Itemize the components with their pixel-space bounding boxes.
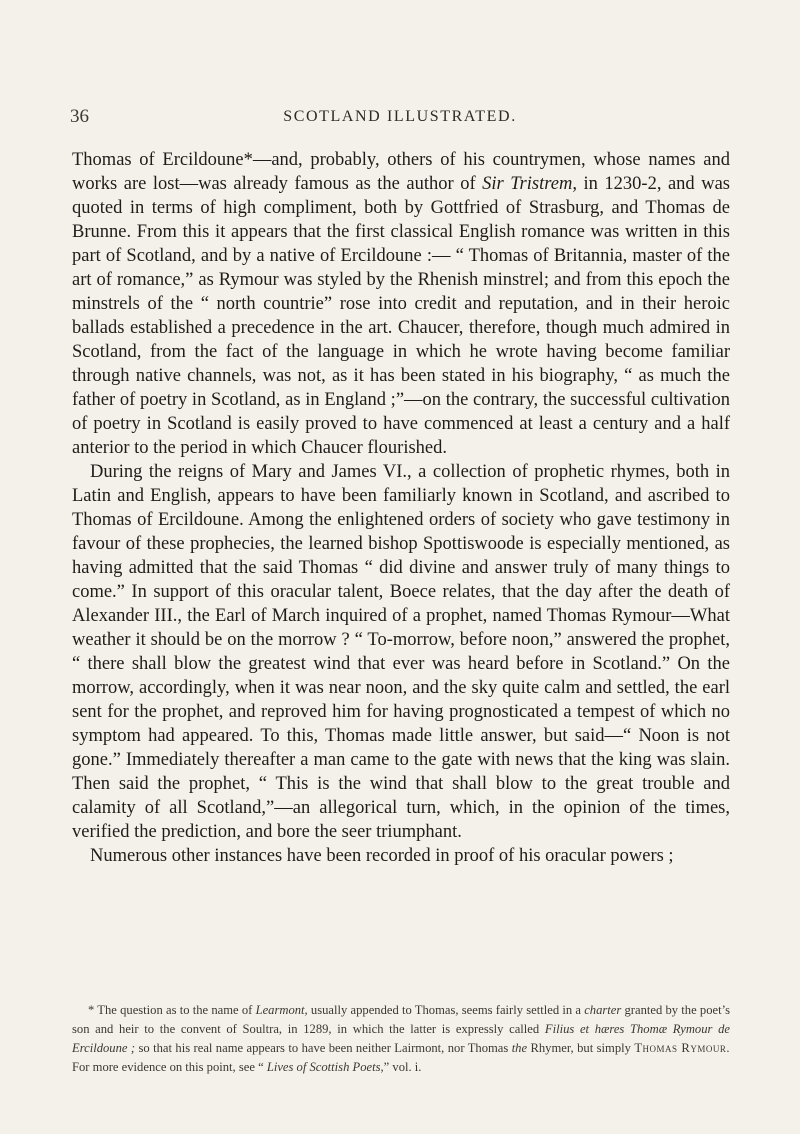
footnote [72,1001,730,1077]
footnote-part-h: the [511,1041,528,1055]
footnote-part-l: Lives of Scottish Poets, [266,1060,384,1074]
footnote-part-a: * The question as to the name of [88,1003,256,1017]
footnote-part-g: so that his real name appears to have been neither Lairmont, nor Thomas [135,1041,512,1055]
paragraph-1 [72,148,730,460]
footnote-text [72,1001,730,1077]
running-title: SCOTLAND ILLUSTRATED. [283,108,517,125]
body-text [72,148,730,868]
running-head [70,106,730,134]
paragraph-1-text-a: Thomas of Ercildoune*—and, probably, others of his countrymen, whose names and works are lost—was already famous as the author of [72,150,730,194]
paragraph-2: During the reigns of Mary and James VI., a collection of prophetic rhymes, both in Latin and English, appears to have been familiarly known in Scotland, and ascribed to Thomas of Ercildoune. Among the enlightened orders of society who gave testimony in favour of these prophecies, the learned bishop Spottiswoode is especially mentioned, as having admitted that the said Thomas “ did divine and answer truly of many things to come.” In support of this oracular talent, Boece relates, that the day after the death of Alexander III., the Earl of March inquired of a prophet, named Thomas Rymour—What weather it should be on the morrow ? “ To-morrow, before noon,” answered the prophet, “ there shall blow the greatest wind that ever was heard before in Scotland.” On the morrow, accordingly, when it was near noon, and the sky quite calm and settled, the earl sent for the prophet, and reproved him for having prognosticated a tempest of which no symptom had appeared. To this, Thomas made little answer, but said—“ Noon is not gone.” Immediately thereafter a man came to the gate with news that the king was slain. Then said the prophet, “ This is the wind that shall blow to the great trouble and calamity of all Scotland,”—an allegorical turn, which, in the opinion of the times, verified the prediction, and bore the seer triumphant. [72,462,730,842]
paragraph-3: Numerous other instances have been recorded in proof of his oracular powers ; [90,846,674,866]
footnote-part-i: Rhymer, but simply [527,1041,635,1055]
footnote-part-j: Thomas Rymour. [634,1041,730,1055]
footnote-part-b: Learmont, [255,1003,308,1017]
footnote-part-c: usually appended to Thomas, seems fairly settled in a [307,1003,585,1017]
book-title-sir-tristrem: Sir Tristrem, [482,174,577,194]
footnote-part-k: For more evidence on this point, see “ [72,1060,267,1074]
footnote-part-m: ” vol. i. [383,1060,422,1074]
paragraph-1-text-c: in 1230-2, and was quoted in terms of high compliment, both by Gottfried of Strasburg, and Thomas de Brunne. From this it appears that the first classical English romance was written in this part of Scotland, and by a native of Ercildoune :— “ Thomas of Britannia, master of the art of romance,” as Rymour was styled by the Rhenish minstrel; and from this epoch the minstrels of the “ north countrie” rose into credit and reputation, and in their heroic ballads established a precedence in the art. Chaucer, therefore, though much admired in Scotland, from the fact of the language in which he wrote having become familiar through native channels, was not, as it has been stated in his biography, “ as much the father of poetry in Scotland, as in England ;”—on the contrary, the successful cultivation of poetry in Scotland is easily proved to have commenced at least a century and a half anterior to the period in which Chaucer flourished. [72,174,730,458]
footnote-part-f: Filius et hæres Thomæ Rymour de Ercildoune ; [72,1022,730,1055]
page-number: 36 [70,106,89,127]
footnote-part-d: charter [584,1003,622,1017]
footnote-part-e: granted by the poet’s son and heir to the convent of Soultra, in 1289, in which the latter is expressly called [72,1003,730,1036]
